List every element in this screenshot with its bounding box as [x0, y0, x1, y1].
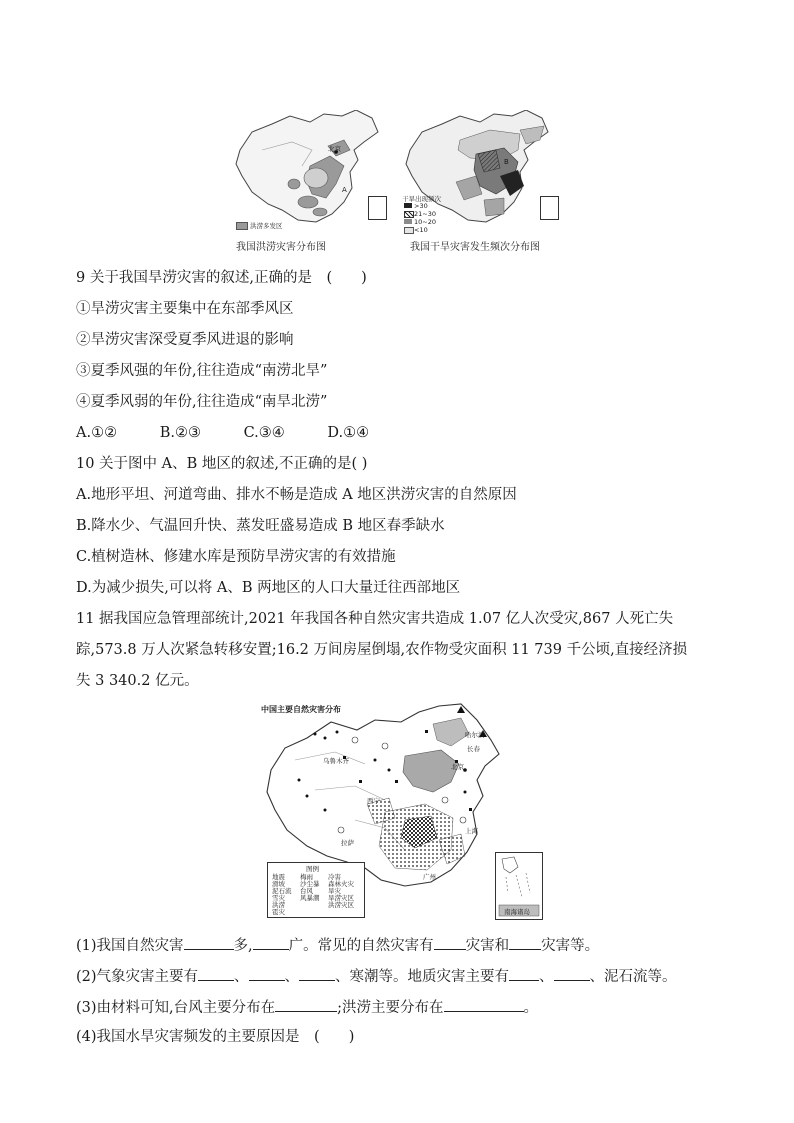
inset-label: 南海诸岛 [504, 908, 530, 916]
q10-option-d[interactable]: D.为减少损失,可以将 A、B 两地区的人口大量迁往西部地区 [76, 580, 461, 596]
sub-q2-text-b: 、 [234, 969, 249, 985]
place-changchun: 长春 [467, 745, 480, 753]
drought-legend-swatch-4 [404, 227, 414, 234]
place-lhasa: 拉萨 [341, 839, 354, 847]
flood-map-inset [368, 196, 387, 220]
drought-legend-item-4: <10 [414, 226, 428, 234]
legend-item-7: 梅雨 [300, 873, 313, 881]
q9-option-d[interactable]: D.①④ [327, 425, 370, 441]
sub-q2-text-a: (2)气象灾害主要有 [76, 969, 199, 985]
place-shanghai: 上海 [465, 827, 478, 835]
q11-text-2: 踪,573.8 万人次紧急转移安置;16.2 万间房屋倒塌,农作物受灾面积 11 739 千公顷,直接经济损 [76, 642, 688, 658]
sub-q1-text-d: 灾害和 [465, 938, 510, 954]
legend-item-9: 森林火灾 [328, 880, 354, 888]
flood-legend-swatch [236, 222, 248, 230]
disaster-map-title: 中国主要自然灾害分布 [261, 705, 341, 714]
legend-item-11: 风暴潮 [300, 894, 320, 902]
flood-map-svg [232, 110, 387, 238]
drought-legend-swatch-2 [404, 211, 414, 218]
disaster-legend-title: 图例 [306, 865, 319, 873]
legend-item-1: 滑坡 [272, 880, 285, 888]
sub-q1-text-c: 广。常见的自然灾害有 [288, 938, 434, 954]
sub-q1-blank-2[interactable] [253, 934, 289, 950]
disaster-map [255, 700, 545, 922]
sub-q2-blank-4[interactable] [509, 965, 539, 981]
sub-q2-blank-5[interactable] [554, 965, 590, 981]
q9-options [76, 423, 407, 443]
sub-q2-blank-3[interactable] [299, 965, 335, 981]
legend-item-8: 沙尘暴 [300, 880, 320, 888]
legend-item-6: 雹灾 [272, 908, 285, 916]
sub-q3-text-c: 。 [523, 1000, 539, 1016]
q9-option-c[interactable]: C.③④ [243, 425, 285, 441]
legend-item-4: 冷害 [328, 873, 341, 881]
sub-q3-blank-2[interactable] [444, 996, 524, 1012]
legend-item-0: 地震 [272, 873, 285, 881]
flood-map [232, 110, 387, 238]
sub-q3-text-b: ;洪涝主要分布在 [337, 1000, 444, 1016]
sub-q2-text-d: 、寒潮等。地质灾害主要有 [335, 969, 510, 985]
sub-q2 [76, 965, 677, 987]
south-china-sea-inset [495, 852, 543, 920]
legend-item-13: 旱涝灾区 [328, 894, 354, 902]
sub-q4: (4)我国水旱灾害频发的主要原因是 ( ) [76, 1029, 355, 1045]
drought-legend-swatch-1 [404, 203, 412, 208]
q10-stem: 10 关于图中 A、B 地区的叙述,不正确的是( ) [76, 456, 368, 472]
sub-q1-text-a: (1)我国自然灾害 [76, 938, 184, 954]
drought-map-label-b: B [504, 158, 509, 166]
sub-q1-text-b: 多, [233, 938, 253, 954]
q10-option-a[interactable]: A.地形平坦、河道弯曲、排水不畅是造成 A 地区洪涝灾害的自然原因 [76, 487, 517, 503]
disaster-legend [267, 862, 365, 918]
q9-option-a[interactable]: A.①② [76, 425, 118, 441]
place-xining: 西宁 [367, 797, 380, 805]
legend-item-3: 雪灾 [272, 894, 285, 902]
place-harbin: 哈尔滨 [465, 731, 485, 739]
legend-item-5: 洪涝 [272, 901, 285, 909]
q11-text-1: 11 据我国应急管理部统计,2021 年我国各种自然灾害共造成 1.07 亿人次受灾,867 人死亡失 [76, 611, 674, 627]
q9-item-2: ②旱涝灾害深受夏季风进退的影响 [76, 332, 294, 348]
drought-map-inset [540, 196, 559, 220]
sub-q1-blank-1[interactable] [184, 934, 234, 950]
drought-legend-title: 干旱出现频次 [402, 195, 441, 203]
sub-q1-blank-3[interactable] [434, 934, 466, 950]
place-beijing: 北京 [451, 763, 464, 771]
drought-legend-item-1: >30 [414, 202, 428, 210]
sub-q1-blank-4[interactable] [509, 934, 541, 950]
q9-item-3: ③夏季风强的年份,往往造成“南涝北旱” [76, 363, 328, 379]
place-guangzhou: 广州 [423, 873, 436, 881]
drought-map [400, 110, 560, 238]
q9-item-1: ①旱涝灾害主要集中在东部季风区 [76, 301, 294, 317]
q10-option-c[interactable]: C.植树造林、修建水库是预防旱涝灾害的有效措施 [76, 549, 396, 565]
drought-map-caption: 我国干旱灾害发生频次分布图 [410, 242, 540, 253]
q11-text-3: 失 3 340.2 亿元。 [76, 673, 199, 689]
flood-map-caption: 我国洪涝灾害分布图 [236, 242, 326, 253]
sub-q2-text-f: 、泥石流等。 [589, 969, 677, 985]
legend-item-12: 旱灾 [328, 887, 341, 895]
sub-q3-blank-1[interactable] [275, 996, 337, 1012]
sub-q3 [76, 996, 538, 1018]
drought-legend-item-2: 21~30 [414, 210, 436, 218]
q9-stem: 9 关于我国旱涝灾害的叙述,正确的是 ( ) [76, 270, 367, 286]
q10-option-b[interactable]: B.降水少、气温回升快、蒸发旺盛易造成 B 地区春季缺水 [76, 518, 445, 534]
q9-item-4: ④夏季风弱的年份,往往造成“南旱北涝” [76, 394, 328, 410]
flood-legend-label: 洪涝多发区 [250, 222, 283, 230]
sub-q2-blank-2[interactable] [249, 965, 285, 981]
legend-item-10: 台风 [300, 887, 313, 895]
sub-q3-text-a: (3)由材料可知,台风主要分布在 [76, 1000, 276, 1016]
sub-q2-text-e: 、 [539, 969, 554, 985]
sub-q1 [76, 934, 599, 956]
drought-legend-swatch-3 [404, 219, 412, 224]
legend-item-14: 洪涝灾区 [328, 901, 354, 909]
drought-legend-item-3: 10~20 [414, 218, 436, 226]
flood-map-beijing: 北京 [328, 145, 341, 153]
flood-map-label-a: A [342, 186, 347, 194]
sub-q2-blank-1[interactable] [198, 965, 234, 981]
legend-item-2: 泥石流 [272, 887, 292, 895]
sub-q1-text-e: 灾害等。 [541, 938, 600, 954]
sub-q2-text-c: 、 [284, 969, 300, 985]
q9-option-b[interactable]: B.②③ [159, 425, 201, 441]
place-urumqi: 乌鲁木齐 [323, 757, 349, 765]
